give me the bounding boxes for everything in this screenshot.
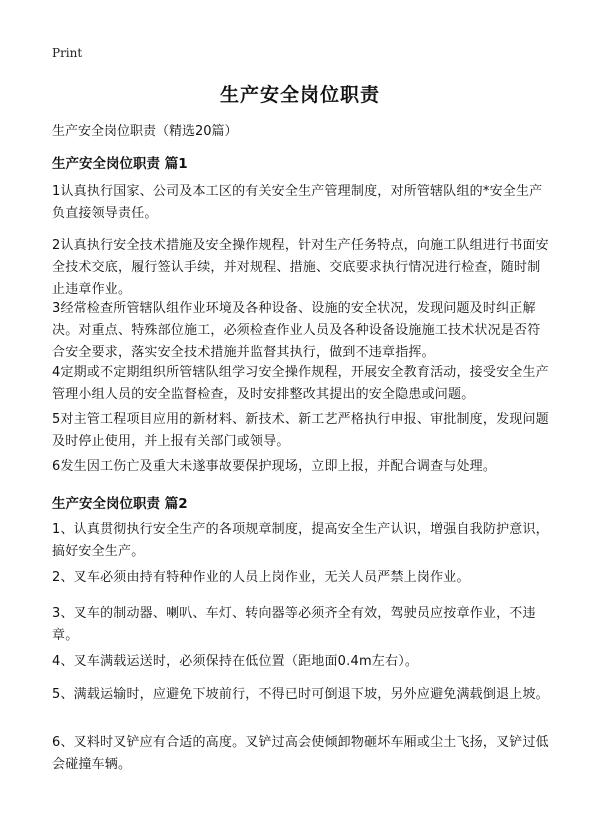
section-1-paragraph-3: 3经常检查所管辖队组作业环境及各种设备、设施的安全状况，发现问题及时纠正解决。对重点、特殊部位施工，必须检查作业人员及各种设备设施施工技术状况是否符合安全要求，落实安全技术措施并监督其执行，做到不违章指挥。 [52,301,541,360]
section-1-paragraph-6: 6发生因工伤亡及重大未遂事故要保护现场，立即上报，并配合调查与处理。 [52,459,497,474]
section-1-paragraph-5: 5对主管工程项目应用的新材料、新技术、新工艺严格执行申报、审批制度，发现问题及时停止使用，并上报有关部门或领导。 [52,412,549,449]
section-2-paragraph-3: 3、叉车的制动器、喇叭、车灯、转向器等必须齐全有效，驾驶员应按章作业，不违章。 [52,606,536,643]
section-1-paragraph-1: 1认真执行国家、公司及本工区的有关安全生产管理制度，对所管辖队组的*安全生产负直接领导责任。 [52,184,543,221]
section-2-paragraph-6: 6、叉料时叉铲应有合适的高度。叉铲过高会使倾卸物砸坏车厢或尘土飞扬，叉铲过低会碰撞车辆。 [52,735,549,772]
document-subtitle: 生产安全岗位职责（精选20篇） [52,124,238,139]
section-heading-1: 生产安全岗位职责 篇1 [52,156,188,172]
section-1-paragraph-2: 2认真执行安全技术措施及安全操作规程，针对生产任务特点，向施工队组进行书面安全技术交底，履行签认手续，并对规程、措施、交底要求执行情况进行检查，随时制止违章作业。 [52,238,549,297]
section-heading-2: 生产安全岗位职责 篇2 [52,496,188,512]
section-1-paragraph-4: 4定期或不定期组织所管辖队组学习安全操作规程，开展安全教育活动，接受安全生产管理小组人员的安全监督检查，及时安排整改其提出的安全隐患或问题。 [52,365,549,402]
section-2-paragraph-1: 1、认真贯彻执行安全生产的各项规章制度，提高安全生产认识，增强自我防护意识，搞好安全生产。 [52,522,549,559]
section-2-paragraph-5: 5、满载运输时，应避免下坡前行，不得已时可倒退下坡，另外应避免满载倒退上坡。 [52,687,549,702]
section-2-paragraph-4: 4、叉车满载运送时，必须保持在低位置（距地面0.4m左右）。 [52,654,419,669]
section-2-paragraph-2: 2、叉车必须由持有特种作业的人员上岗作业，无关人员严禁上岗作业。 [52,570,470,585]
print-label: Print [52,46,83,60]
page-title: 生产安全岗位职责 [219,84,380,106]
